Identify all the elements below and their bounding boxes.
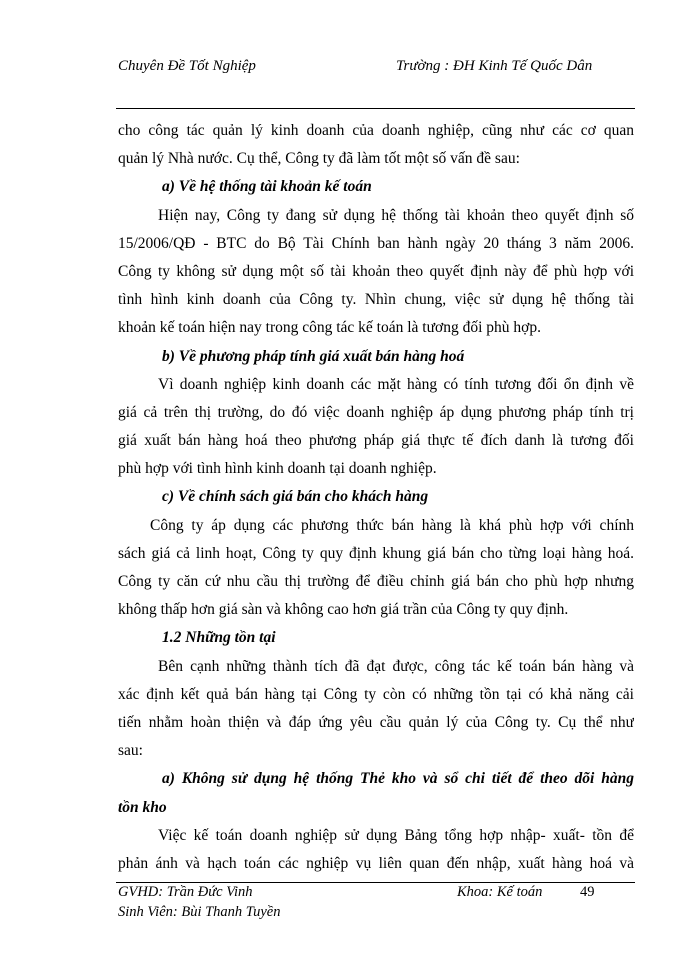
paragraph-line: Công ty áp dụng các phương thức bán hàng là khá phù hợp với chính (150, 516, 634, 534)
paragraph-line: Việc kế toán doanh nghiệp sử dụng Bảng tổng hợp nhập- xuất- tồn để (158, 826, 634, 844)
paragraph-line: phù hợp với tình hình kinh doanh tại doanh nghiệp. (118, 460, 437, 478)
header-document-title: Chuyên Đề Tốt Nghiệp (118, 58, 256, 74)
paragraph-line: 15/2006/QĐ - BTC do Bộ Tài Chính ban hành ngày 20 tháng 3 năm 2006. (118, 234, 634, 252)
section-heading-stock-cards-cont: tồn kho (118, 798, 167, 816)
paragraph-line: Hiện nay, Công ty đang sử dụng hệ thống tài khoản theo quyết định số (158, 206, 634, 224)
footer-supervisor: GVHD: Trần Đức Vinh (118, 884, 253, 900)
header-divider (116, 108, 635, 109)
paragraph-line: Công ty căn cứ nhu cầu thị trường để điều chỉnh giá bán cho phù hợp nhưng (118, 573, 634, 590)
paragraph-line: khoản kế toán hiện nay trong công tác kế toán là tương đối phù hợp. (118, 319, 541, 337)
footer-faculty: Khoa: Kế toán (457, 884, 543, 900)
paragraph-line: tình hình kinh doanh của Công ty. Nhìn chung, việc sử dụng hệ thống tài (118, 291, 634, 309)
section-heading-stock-cards: a) Không sử dụng hệ thống Thẻ kho và sổ chi tiết để theo dõi hàng (162, 770, 634, 788)
section-heading-pricing-policy: c) Về chính sách giá bán cho khách hàng (162, 488, 429, 506)
section-heading-accounts: a) Về hệ thống tài khoản kế toán (162, 178, 372, 196)
paragraph-line: Công ty không sử dụng một số tài khoản theo quyết định này để phù hợp với (118, 262, 634, 280)
paragraph-line: Vì doanh nghiệp kinh doanh các mặt hàng có tính tương đối ổn định về (158, 375, 634, 393)
header-university: Trường : ĐH Kinh Tế Quốc Dân (396, 58, 593, 74)
paragraph-line: không thấp hơn giá sàn và không cao hơn giá trần của Công ty quy định. (118, 601, 569, 619)
paragraph-line: Bên cạnh những thành tích đã đạt được, công tác kế toán bán hàng và (158, 657, 634, 675)
footer-divider (116, 882, 635, 883)
paragraph-line: sách giá cả linh hoạt, Công ty quy định khung giá bán cho từng loại hàng hoá. (118, 544, 634, 562)
paragraph-line: phản ánh và hạch toán các nghiệp vụ liên quan đến nhập, xuất hàng hoá và (118, 854, 634, 872)
paragraph-line: sau: (118, 742, 143, 760)
section-heading-shortcomings: 1.2 Những tồn tại (162, 629, 276, 647)
section-heading-pricing-method: b) Về phương pháp tính giá xuất bán hàng hoá (162, 347, 465, 365)
paragraph-line: xác định kết quả bán hàng tại Công ty còn có những tồn tại có khả năng cải (118, 685, 634, 703)
paragraph-line: tiến nhằm hoàn thiện và đáp ứng yêu cầu quản lý của Công ty. Cụ thể như (118, 713, 634, 731)
page-number: 49 (580, 884, 595, 900)
paragraph-line: quản lý Nhà nước. Cụ thể, Công ty đã làm tốt một số vấn đề sau: (118, 150, 520, 168)
paragraph-line: giá cả trên thị trường, do đó việc doanh nghiệp áp dụng phương pháp tính trị (118, 403, 634, 421)
footer-student: Sinh Viên: Bùi Thanh Tuyền (118, 904, 281, 920)
paragraph-line: giá xuất bán hàng hoá theo phương pháp giá thực tế đích danh là tương đối (118, 432, 634, 450)
paragraph-line: cho công tác quản lý kinh doanh của doanh nghiệp, cũng như các cơ quan (118, 122, 634, 139)
page-body (118, 117, 634, 878)
